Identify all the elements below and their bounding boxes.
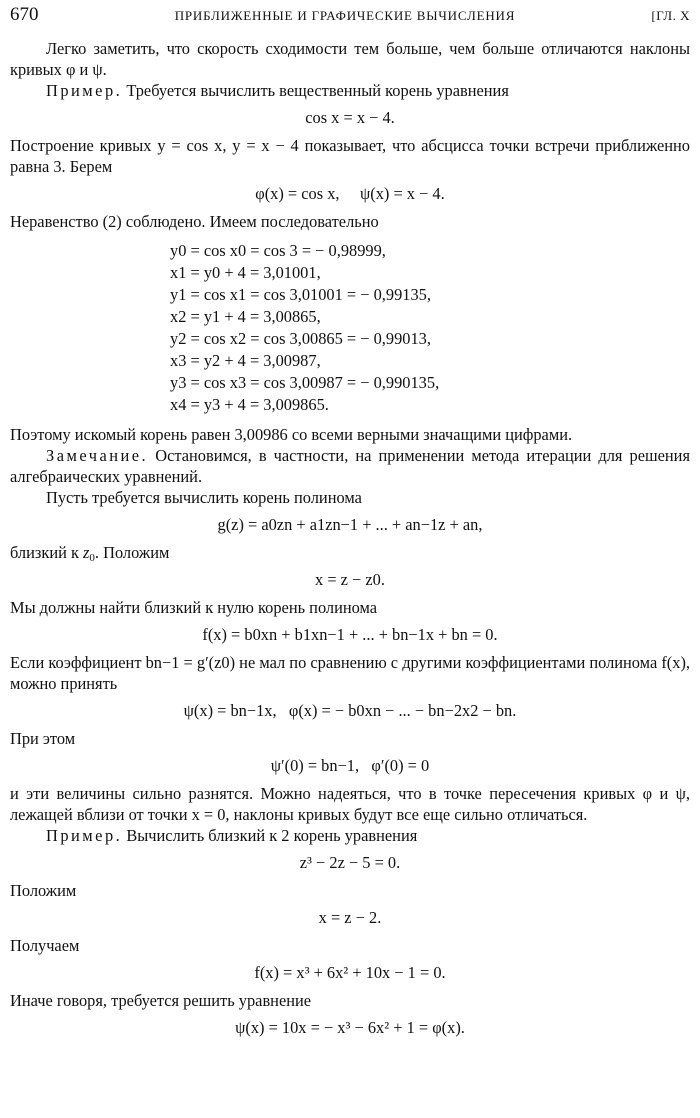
example-text-2: Вычислить близкий к 2 корень уравнения [122,826,418,845]
near-text: близкий к [10,543,84,562]
paragraph-remark [10,445,690,487]
near-text-end: . Положим [94,543,170,562]
paragraph-otherwise: Иначе говоря, требуется решить уравнение [10,991,312,1010]
example-text: Требуется вычислить вещественный корень уравнения [122,81,509,100]
equation-f-cubic: f(x) = x³ + 6x² + 10x − 1 = 0. [254,963,446,982]
page-number: 670 [10,4,39,25]
paragraph-obtain: Получаем [10,936,80,955]
equation-cubic: z³ − 2z − 5 = 0. [299,853,401,872]
paragraph-example-1 [10,80,690,101]
iteration-row: x2 = y1 + 4 = 3,00865, [170,307,321,326]
paragraph-convergence: Легко заметить, что скорость сходимости тем больше, чем больше отличаются наклоны кривых φ и ψ. [10,39,690,79]
remark-label: Замечание. [46,446,149,465]
paragraph-with-this: При этом [10,729,76,748]
z-subscript: 0 [89,552,95,564]
page-header [10,4,690,26]
example-label-2: Пример. [46,826,123,845]
iteration-row: x3 = y2 + 4 = 3,00987, [170,351,321,370]
equation-substitution: x = z − z0. [315,570,385,589]
paragraph-inequality: Неравенство (2) соблюдено. Имеем последовательно [10,212,379,231]
example-label: Пример. [46,81,123,100]
paragraph-curves: Построение кривых y = cos x, y = x − 4 показывает, что абсцисса точки встречи приближенно равна 3. Берем [10,136,690,176]
equation-phi-psi: φ(x) = cos x, ψ(x) = x − 4. [255,184,445,203]
paragraph-polynomial: Пусть требуется вычислить корень полинома [46,488,362,507]
equation-f: f(x) = b0xn + b1xn−1 + ... + bn−1x + bn = 0. [202,625,498,644]
iteration-row: y0 = cos x0 = cos 3 = − 0,98999, [170,241,386,260]
equation-derivatives: ψ′(0) = bn−1, φ′(0) = 0 [270,756,430,775]
iteration-row: x1 = y0 + 4 = 3,01001, [170,263,321,282]
chapter-label: [ГЛ. X [651,8,690,23]
equation-final: ψ(x) = 10x = − x³ − 6x² + 1 = φ(x). [235,1018,465,1037]
running-title: ПРИБЛИЖЕННЫЕ И ГРАФИЧЕСКИЕ ВЫЧИСЛЕНИЯ [174,8,516,23]
equation-psi-phi-poly: ψ(x) = bn−1x, φ(x) = − b0xn − ... − bn−2x2 − bn. [183,701,517,720]
paragraph-near-z0 [10,542,690,563]
paragraph-slopes: и эти величины сильно разнятся. Можно надеяться, что в точке пересечения кривых φ и ψ, лежащей вблизи от точки x = 0, наклоны кривых будут все еще сильно отличаться. [10,784,690,824]
equation-shift: x = z − 2. [318,908,382,927]
iteration-row: y3 = cos x3 = cos 3,00987 = − 0,990135, [170,373,440,392]
iteration-row: y2 = cos x2 = cos 3,00865 = − 0,99013, [170,329,431,348]
paragraph-coefficient: Если коэффициент bn−1 = g′(z0) не мал по сравнению с другими коэффициентами полинома f(x), можно принять [10,653,690,693]
paragraph-find-root: Мы должны найти близкий к нулю корень полинома [10,598,378,617]
equation-cos: cos x = x − 4. [305,108,395,127]
iteration-system [170,240,690,416]
remark-text: Остановимся, в частности, на применении метода итерации для решения алгебраических уравнений. [10,446,690,486]
equation-g: g(z) = a0zn + a1zn−1 + ... + an−1z + an, [217,515,483,534]
paragraph-example-2 [10,825,690,846]
iteration-row: y1 = cos x1 = cos 3,01001 = − 0,99135, [170,285,431,304]
paragraph-root: Поэтому искомый корень равен 3,00986 со всеми верными значащими цифрами. [10,425,573,444]
iteration-row: x4 = y3 + 4 = 3,009865. [170,395,329,414]
z-symbol: z [83,543,90,562]
paragraph-put: Положим [10,881,77,900]
